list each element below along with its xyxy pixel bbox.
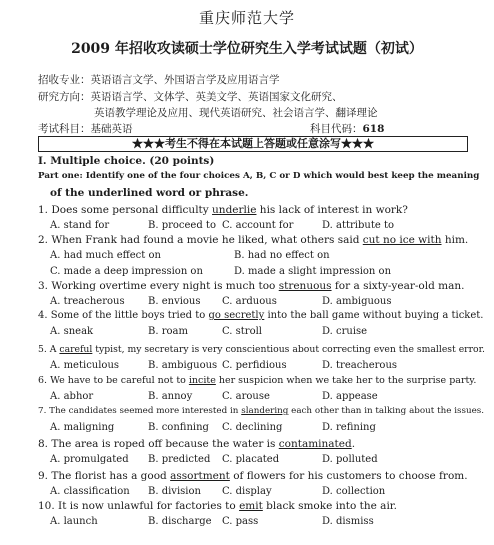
section-heading: I. Multiple choice. (20 points) [38,155,215,167]
answer-option: A. stand for [50,220,110,231]
underlined-phrase: careful [59,344,93,355]
answer-option: D. made a slight impression on [234,266,392,277]
major-value: 英语语言文学、外国语言学及应用语言学 [90,74,280,86]
subject-value: 基础英语 [90,123,133,135]
answer-option: C. placated [222,454,280,465]
answer-option: D. ambiguous [322,296,392,307]
answer-option: D. refining [322,422,376,433]
code-label: 科目代码： [310,123,363,135]
answer-option: C. perfidious [222,360,287,371]
answer-option: C. arouse [222,391,270,402]
answer-option: C. account for [222,220,294,231]
answer-option: A. launch [50,516,98,527]
question-text-before: The area is roped off because the water is [51,438,279,450]
major-line [38,72,280,87]
question-text-after: into the ball game without buying a ticket. [264,310,484,321]
question-text-before: Working overtime every night is much too [51,280,279,292]
answer-option: C. arduous [222,296,277,307]
question-stem [38,204,408,216]
answer-option: D. polluted [322,454,378,465]
question-number: 5. [38,344,47,355]
question-text-after: her suspicion when we take her to the surprise party. [215,375,477,386]
notice-box: ★★★考生不得在本试题上答题或任意涂写★★★ [38,136,468,152]
question-text-after: typist, my secretary is very conscientious about correcting even the smallest error. [92,344,485,355]
answer-option: B. division [148,486,201,497]
answer-option: A. maligning [50,422,115,433]
question-text-after: him. [441,234,469,246]
question-number: 3. [38,280,49,292]
answer-option: B. envious [148,296,201,307]
part-instruction-1: Part one: Identify one of the four choices A, B, C or D which would best keep the meaning [38,171,480,181]
subject-label: 考试科目： [38,123,91,135]
answer-option: B. roam [148,326,188,337]
question-stem [38,438,355,450]
underlined-phrase: incite [188,375,216,386]
question-stem [38,406,484,416]
underlined-phrase: cut no ice with [362,234,442,246]
question-number: 10. [38,500,55,512]
answer-option: B. proceed to [148,220,216,231]
question-number: 6. [38,375,48,386]
question-number: 4. [38,310,48,321]
answer-option: B. predicted [148,454,211,465]
code-line [310,121,384,136]
question-stem [38,280,464,292]
direction-line-2: 英语教学理论及应用、现代英语研究、社会语言学、翻译理论 [94,107,378,119]
question-text-after: each other than in talking about the issues. [288,406,485,416]
question-text-before: A [49,344,60,355]
answer-option: A. abhor [50,391,94,402]
question-number: 8. [38,438,49,450]
question-number: 2. [38,234,49,246]
answer-option: D. cruise [322,326,368,337]
question-number: 1. [38,204,49,216]
answer-option: A. promulgated [50,454,129,465]
answer-option: B. discharge [148,516,212,527]
answer-option: C. stroll [222,326,262,337]
answer-option: B. ambiguous [148,360,218,371]
question-number: 7. [38,406,47,416]
underlined-phrase: emit [239,500,263,512]
question-text-before: Some of the little boys tried to [50,310,209,321]
university-name: 重庆师范大学 [198,9,295,27]
question-stem [38,375,476,386]
question-text-before: When Frank had found a movie he liked, what others said [51,234,363,246]
answer-option: A. treacherous [50,296,125,307]
answer-option: C. pass [222,516,259,527]
underlined-phrase: strenuous [278,280,332,292]
answer-option: C. made a deep impression on [50,266,203,277]
question-text-after: black smoke into the air. [262,500,398,512]
answer-option: A. meticulous [50,360,120,371]
underlined-phrase: go secretly [208,310,265,321]
question-text-before: We have to be careful not to [50,375,189,386]
question-stem [38,310,484,321]
question-text-after: his lack of interest in work? [256,204,408,216]
subject-line [38,121,133,136]
underlined-phrase: assortment [170,470,230,482]
major-label: 招收专业： [38,74,91,86]
underlined-phrase: slandering [241,406,289,416]
question-text-after: of flowers for his customers to choose from. [229,470,468,482]
question-text-before: Does some personal difficulty [51,204,213,216]
answer-option: D. collection [322,486,386,497]
part-instruction-2: of the underlined word or phrase. [50,187,249,199]
answer-option: B. annoy [148,391,193,402]
answer-option: B. had no effect on [234,250,330,261]
answer-option: A. classification [50,486,130,497]
answer-option: D. appease [322,391,378,402]
question-stem [38,470,468,482]
question-number: 9. [38,470,49,482]
answer-option: D. treacherous [322,360,398,371]
question-text-before: The florist has a good [51,470,171,482]
question-text-before: The candidates seemed more interested in [49,406,242,416]
answer-option: B. confining [148,422,209,433]
question-stem [38,344,485,355]
answer-option: C. display [222,486,272,497]
direction-line-1 [38,89,343,104]
exam-title: 2009 年招收攻读硕士学位研究生入学考试试题（初试） [71,41,423,57]
question-stem [38,500,397,512]
answer-option: A. had much effect on [50,250,161,261]
direction-value-1: 英语语言学、文体学、英美文学、英语国家文化研究、 [90,91,343,103]
direction-label: 研究方向： [38,91,91,103]
code-value: 618 [362,123,385,135]
underlined-phrase: underlie [212,204,257,216]
answer-option: D. attribute to [322,220,394,231]
question-text-after: . [351,438,356,450]
question-stem [38,234,468,246]
answer-option: A. sneak [50,326,94,337]
question-text-before: It is now unlawful for factories to [58,500,240,512]
underlined-phrase: contaminated [278,438,352,450]
question-text-after: for a sixty-year-old man. [331,280,465,292]
answer-option: C. declining [222,422,283,433]
answer-option: D. dismiss [322,516,374,527]
